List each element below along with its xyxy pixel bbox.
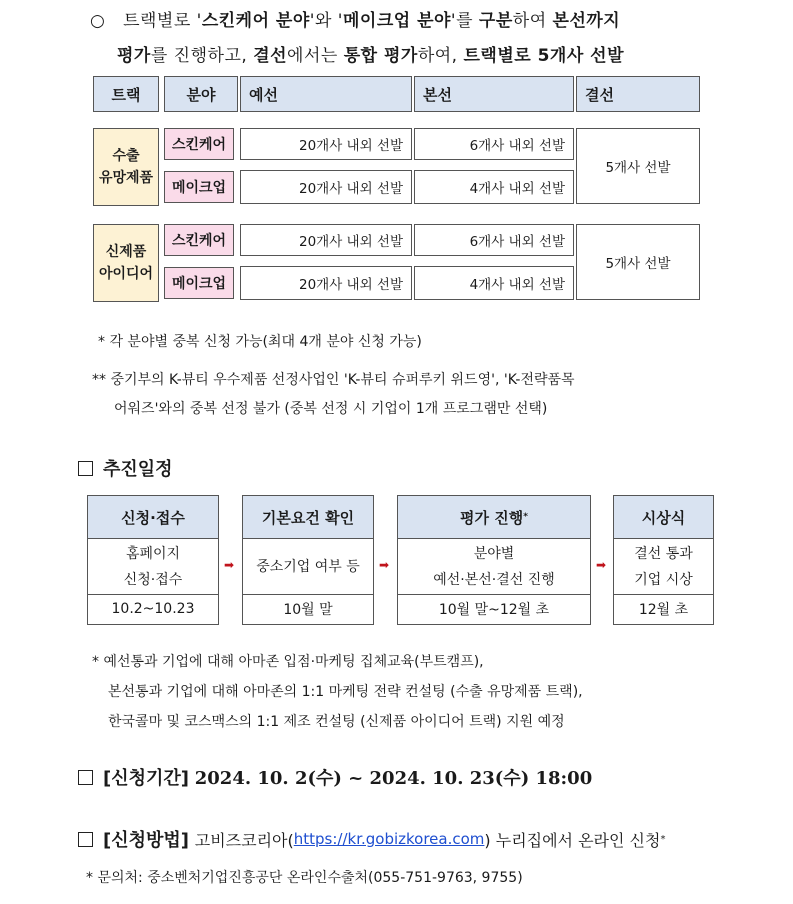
track-new-product: [93, 224, 159, 302]
method-text-after: ) 누리집에서 온라인 신청: [484, 830, 661, 850]
method-text-before: 고비즈코리아(: [194, 830, 294, 850]
track-label-1: 수출: [112, 148, 140, 164]
intro-segment: 트랙별로 ': [123, 11, 202, 31]
intro-line-2: [117, 41, 624, 66]
schedule-note-1: * 예선통과 기업에 대해 아마존 입점·마케팅 집체교육(부트캠프),: [92, 654, 484, 670]
application-period: [78, 764, 592, 790]
intro-bold-segment: 평가: [117, 46, 151, 66]
schedule-step: [242, 495, 374, 625]
prelim-value: 20개사 내외 선발: [240, 224, 412, 256]
intro-bold-segment: 구분: [478, 11, 513, 31]
intro-segment: 하여: [512, 11, 553, 31]
intro-bold-segment: 스킨케어 분야: [201, 11, 310, 31]
header-field: 분야: [164, 76, 238, 112]
intro-text-1: [123, 11, 620, 31]
step-body: [398, 539, 590, 595]
step-body: [243, 539, 373, 595]
main-value: 6개사 내외 선발: [414, 128, 574, 160]
intro-segment: 를 진행하고,: [150, 46, 254, 66]
step-date: 10.2~10.23: [111, 601, 195, 617]
step-body-line: 홈페이지: [125, 545, 181, 562]
field-skincare: 스킨케어: [164, 224, 234, 256]
schedule-step: [87, 495, 219, 625]
track-export: [93, 128, 159, 206]
step-body: [88, 539, 218, 595]
checkbox-square-icon: [78, 461, 93, 476]
method-label: [신청방법]: [103, 830, 190, 851]
checkbox-square-icon: [78, 770, 93, 785]
prelim-value: 20개사 내외 선발: [240, 128, 412, 160]
arrow-right-icon: ➡: [596, 558, 607, 572]
intro-bold-segment: 메이크업 분야: [342, 11, 451, 31]
intro-bold-segment: 본선까지: [552, 11, 621, 31]
header-track: 트랙: [93, 76, 159, 112]
intro-bold-segment: 트랙별로 5개사 선발: [463, 46, 625, 66]
track-label-2: 아이디어: [98, 266, 154, 282]
application-method: [78, 826, 665, 852]
step-body-line: 신청·접수: [123, 571, 183, 588]
step-header: 신청·접수: [88, 496, 218, 539]
step-date: 12월 초: [638, 602, 689, 618]
schedule-heading: [78, 455, 173, 481]
final-value: 5개사 선발: [576, 224, 700, 300]
step-body-line: 결선 통과: [634, 545, 693, 562]
step-body-line: 중소기업 여부 등: [256, 558, 360, 575]
main-value: 4개사 내외 선발: [414, 266, 574, 300]
gobizkorea-link[interactable]: https://kr.gobizkorea.com: [293, 830, 485, 848]
schedule-note-2: 본선통과 기업에 대해 아마존의 1:1 마케팅 전략 컨설팅 (수출 유망제품 트랙),: [108, 684, 583, 700]
period-label: [신청기간]: [103, 768, 190, 789]
contact-info: * 문의처: 중소벤처기업진흥공단 온라인수출처(055-751-9763, 9755): [86, 870, 523, 886]
prelim-value: 20개사 내외 선발: [240, 170, 412, 204]
header-prelim: 예선: [240, 76, 412, 112]
step-body: [614, 539, 713, 595]
step-header: [398, 496, 590, 539]
step-date: 10월 말: [283, 602, 333, 618]
step-header: 시상식: [614, 496, 713, 539]
intro-segment: 하여,: [417, 46, 464, 66]
step-date: 10월 말~12월 초: [438, 602, 550, 618]
intro-bold-segment: 통합 평가: [343, 46, 418, 66]
footnote-mark: *: [523, 512, 528, 522]
note-duplicate-select-2: 어워즈'와의 중복 선정 불가 (중복 선정 시 기업이 1개 프로그램만 선택): [114, 401, 548, 417]
prelim-value: 20개사 내외 선발: [240, 266, 412, 300]
field-makeup: 메이크업: [164, 171, 234, 203]
note-duplicate-apply: * 각 분야별 중복 신청 가능(최대 4개 분야 신청 가능): [98, 334, 422, 350]
bullet-circle: ○: [90, 11, 106, 31]
schedule-step: [397, 495, 591, 625]
intro-segment: 에서는: [287, 46, 344, 66]
period-value: 2024. 10. 2(수) ~ 2024. 10. 23(수) 18:00: [194, 768, 593, 789]
schedule-note-3: 한국콜마 및 코스맥스의 1:1 제조 컨설팅 (신제품 아이디어 트랙) 지원 예정: [108, 714, 565, 730]
intro-segment: '를: [450, 11, 479, 31]
main-value: 4개사 내외 선발: [414, 170, 574, 204]
step-body-line: 기업 시상: [634, 571, 693, 588]
footnote-mark: *: [660, 833, 666, 845]
main-value: 6개사 내외 선발: [414, 224, 574, 256]
intro-segment: '와 ': [309, 11, 343, 31]
intro-bold-segment: 결선: [253, 46, 288, 66]
track-label-1: 신제품: [105, 244, 147, 260]
intro-text-2: [117, 46, 624, 66]
field-skincare: 스킨케어: [164, 128, 234, 160]
header-final: 결선: [576, 76, 700, 112]
step-body-line: 분야별: [473, 545, 515, 562]
schedule-title: 추진일정: [103, 459, 173, 480]
step-header: 기본요건 확인: [243, 496, 373, 539]
arrow-right-icon: ➡: [224, 558, 235, 572]
step-header-label: 평가 진행: [460, 508, 524, 527]
final-value: 5개사 선발: [576, 128, 700, 204]
checkbox-square-icon: [78, 832, 93, 847]
intro-line-1: [90, 6, 620, 31]
note-duplicate-select-1: ** 중기부의 K-뷰티 우수제품 선정사업인 'K-뷰티 슈퍼루키 위드영', 'K-전략품목: [92, 372, 575, 388]
schedule-step: [613, 495, 714, 625]
arrow-right-icon: ➡: [379, 558, 390, 572]
step-body-line: 예선·본선·결선 진행: [433, 571, 555, 588]
field-makeup: 메이크업: [164, 267, 234, 299]
track-label-2: 유망제품: [98, 170, 154, 186]
header-main: 본선: [414, 76, 574, 112]
